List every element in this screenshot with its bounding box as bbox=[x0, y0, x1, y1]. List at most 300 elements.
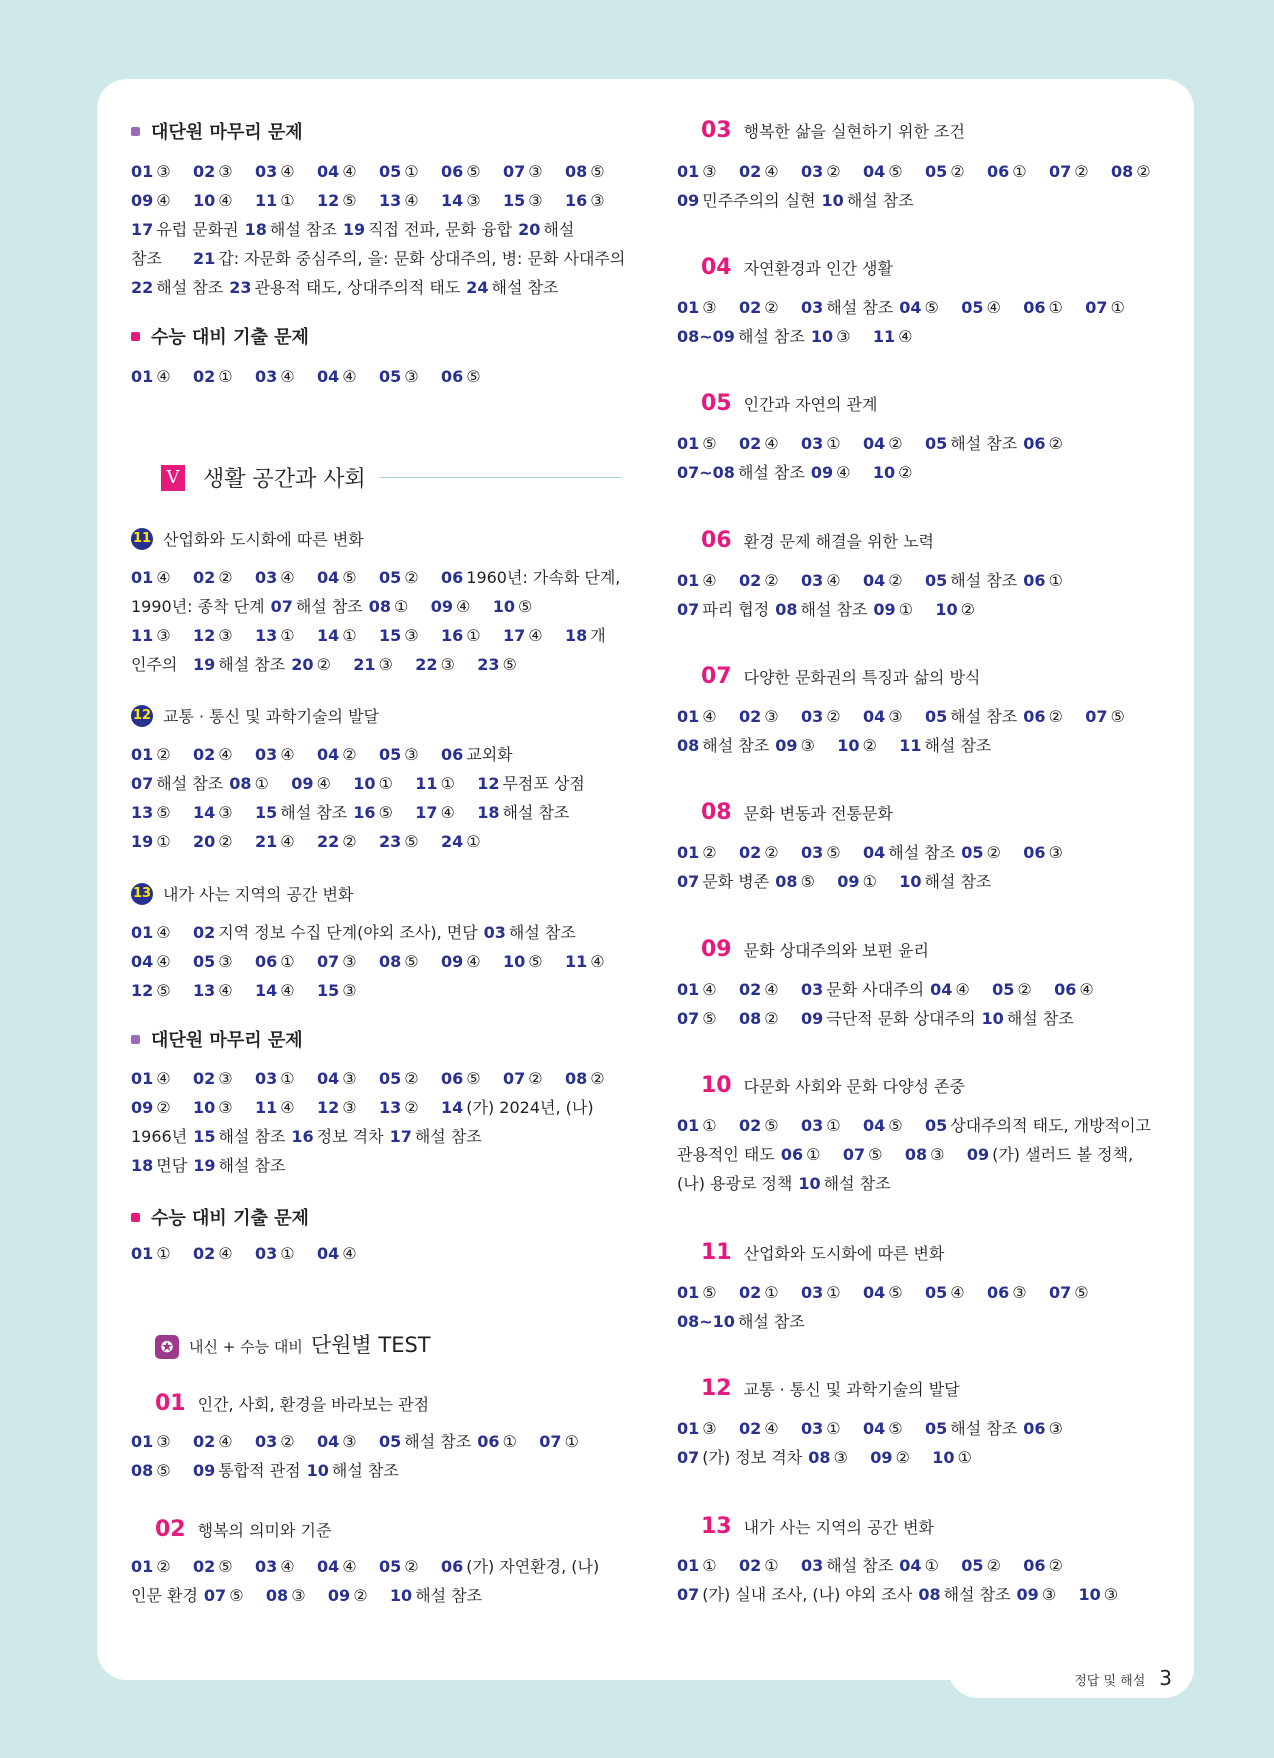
answer-item bbox=[291, 1122, 383, 1151]
question-number: 01 bbox=[677, 1419, 700, 1438]
answer-text: ④ bbox=[986, 298, 1001, 317]
answer-item bbox=[255, 1552, 311, 1581]
question-number: 05 bbox=[925, 1116, 948, 1135]
answer-text: ③ bbox=[590, 191, 605, 210]
question-number: 09 bbox=[131, 191, 154, 210]
question-number: 03 bbox=[255, 1069, 278, 1088]
answer-text: ③ bbox=[764, 707, 779, 726]
answer-text: ③ bbox=[528, 162, 543, 181]
answer-text: 직접 전파, 문화 융합 bbox=[368, 220, 513, 239]
answer-item bbox=[131, 362, 187, 391]
question-number: 08 bbox=[131, 1461, 154, 1480]
answer-item bbox=[739, 975, 795, 1004]
answer-item bbox=[739, 702, 795, 731]
question-number: 06 bbox=[477, 1432, 500, 1451]
answer-line bbox=[677, 838, 1085, 867]
question-number: 11 bbox=[565, 952, 588, 971]
answer-item bbox=[131, 1151, 187, 1180]
answer-text: ② bbox=[1017, 980, 1032, 999]
answer-text: ③ bbox=[888, 707, 903, 726]
test-section-heading: 08 문화 변동과 전통문화 bbox=[701, 800, 893, 825]
chapter-heading: 13 내가 사는 지역의 공간 변화 bbox=[131, 882, 353, 905]
question-number: 04 bbox=[131, 952, 154, 971]
answer-text: ④ bbox=[280, 745, 295, 764]
answer-text: ① bbox=[156, 1244, 171, 1263]
question-number: 04 bbox=[899, 298, 922, 317]
answer-text: ② bbox=[895, 1448, 910, 1467]
answer-text: 정보 격차 bbox=[316, 1127, 384, 1146]
question-number: 04 bbox=[863, 162, 886, 181]
answer-text: ④ bbox=[404, 191, 419, 210]
answer-item bbox=[441, 621, 497, 650]
question-number: 08~09 bbox=[677, 327, 735, 346]
answer-item bbox=[193, 918, 478, 947]
answer-text: ③ bbox=[404, 626, 419, 645]
question-number: 02 bbox=[193, 1244, 216, 1263]
answer-item bbox=[441, 740, 513, 769]
question-number: 08 bbox=[229, 774, 252, 793]
question-number: 23 bbox=[379, 832, 402, 851]
question-number: 13 bbox=[379, 191, 402, 210]
answer-item bbox=[193, 947, 249, 976]
answer-text: ② bbox=[950, 162, 965, 181]
answer-item bbox=[677, 975, 733, 1004]
answer-block bbox=[677, 293, 1147, 351]
answer-text: ① bbox=[440, 774, 455, 793]
answer-item bbox=[863, 702, 919, 731]
answer-text: ① bbox=[564, 1432, 579, 1451]
answer-text: ② bbox=[1048, 707, 1063, 726]
answer-item bbox=[415, 769, 471, 798]
answer-item bbox=[801, 975, 924, 1004]
answer-item bbox=[353, 650, 409, 679]
question-number: 04 bbox=[863, 1116, 886, 1135]
question-number: 07 bbox=[317, 952, 340, 971]
test-section-heading: 13 내가 사는 지역의 공간 변화 bbox=[701, 1514, 934, 1539]
answer-text: ④ bbox=[466, 952, 481, 971]
answer-text: ④ bbox=[456, 597, 471, 616]
question-number: 17 bbox=[389, 1127, 412, 1146]
answer-item bbox=[992, 975, 1048, 1004]
answer-text: 해설 참조 bbox=[295, 597, 363, 616]
answer-item bbox=[739, 293, 795, 322]
answer-text: ② bbox=[218, 832, 233, 851]
answer-item bbox=[379, 186, 435, 215]
answer-text: ③ bbox=[528, 191, 543, 210]
answer-text: 해설 참조 bbox=[737, 1312, 805, 1331]
answer-item bbox=[739, 1111, 795, 1140]
answer-item bbox=[677, 1140, 775, 1169]
question-number: 19 bbox=[342, 220, 366, 239]
answer-text: 해설 참조 bbox=[924, 872, 992, 891]
answer-item bbox=[317, 563, 373, 592]
question-number: 01 bbox=[677, 571, 700, 590]
question-number: 08 bbox=[775, 872, 798, 891]
answer-line bbox=[677, 1580, 1141, 1609]
question-number: 08 bbox=[808, 1448, 831, 1467]
answer-text: ② bbox=[960, 600, 975, 619]
answer-text: ④ bbox=[702, 707, 717, 726]
answer-text: 해설 참조 bbox=[404, 1432, 472, 1451]
answer-item bbox=[677, 1443, 802, 1472]
question-number: 06 bbox=[987, 1283, 1010, 1302]
answer-item bbox=[935, 595, 991, 624]
answer-text: 해설 참조 bbox=[702, 736, 770, 755]
question-number: 03 bbox=[255, 568, 278, 587]
answer-text: ② bbox=[528, 1069, 543, 1088]
question-number: 03 bbox=[255, 162, 278, 181]
answer-item bbox=[379, 827, 435, 856]
chapter-heading: 11 산업화와 도시화에 따른 변화 bbox=[131, 527, 364, 550]
question-number: 03 bbox=[801, 1116, 824, 1135]
answer-text: ② bbox=[342, 832, 357, 851]
answer-item bbox=[477, 798, 569, 827]
answer-line bbox=[131, 1552, 605, 1581]
question-number: 19 bbox=[193, 1156, 216, 1175]
question-number: 12 bbox=[477, 774, 500, 793]
answer-item bbox=[873, 595, 929, 624]
answer-item bbox=[677, 458, 805, 487]
question-number: 02 bbox=[739, 1556, 762, 1575]
answer-line bbox=[677, 186, 1173, 215]
answer-item bbox=[843, 1140, 899, 1169]
answer-text: ② bbox=[826, 707, 841, 726]
answer-item bbox=[255, 157, 311, 186]
answer-item bbox=[863, 1414, 919, 1443]
answer-text: ③ bbox=[702, 162, 717, 181]
answer-text: ⑤ bbox=[924, 298, 939, 317]
answer-text: ① bbox=[826, 1419, 841, 1438]
answer-line bbox=[131, 621, 627, 650]
answer-item bbox=[291, 650, 347, 679]
answer-text: ① bbox=[702, 1116, 717, 1135]
answer-text: 지역 정보 수집 단계(야외 조사), 면담 bbox=[218, 923, 478, 942]
question-number: 04 bbox=[317, 568, 340, 587]
question-number: 07 bbox=[503, 1069, 526, 1088]
answer-item bbox=[317, 621, 373, 650]
question-number: 05 bbox=[925, 434, 948, 453]
answer-text: ① bbox=[806, 1145, 821, 1164]
answer-text: ⑤ bbox=[156, 1461, 171, 1480]
question-number: 09 bbox=[131, 1098, 154, 1117]
question-number: 04 bbox=[317, 367, 340, 386]
question-number: 05 bbox=[961, 1556, 984, 1575]
answer-item bbox=[863, 1278, 919, 1307]
question-number: 01 bbox=[131, 162, 154, 181]
answer-item bbox=[677, 1169, 792, 1198]
answer-text: 해설 참조 bbox=[846, 191, 914, 210]
footer-label: 정답 및 해설 bbox=[1074, 1674, 1146, 1689]
answer-line bbox=[677, 429, 1085, 458]
answer-text: ② bbox=[888, 571, 903, 590]
answer-text: 해설 참조 bbox=[943, 1585, 1011, 1604]
answer-item bbox=[1017, 1580, 1073, 1609]
answer-text: 해설 참조 bbox=[218, 1156, 286, 1175]
question-number: 08 bbox=[775, 600, 798, 619]
answer-item bbox=[677, 595, 769, 624]
answer-text: ④ bbox=[702, 571, 717, 590]
answer-line bbox=[131, 1093, 627, 1122]
answer-item bbox=[798, 1169, 890, 1198]
answer-item bbox=[131, 1064, 187, 1093]
answer-text: 해설 참조 bbox=[156, 774, 224, 793]
question-number: 06 bbox=[987, 162, 1010, 181]
answer-item bbox=[518, 215, 574, 244]
question-number: 10 bbox=[798, 1174, 821, 1193]
question-number: 14 bbox=[317, 626, 340, 645]
answer-item bbox=[353, 769, 409, 798]
answer-item bbox=[131, 1122, 187, 1151]
test-section-heading: 01 인간, 사회, 환경을 바라보는 관점 bbox=[155, 1391, 430, 1416]
answer-block bbox=[131, 918, 627, 1005]
chapter-number-badge: 11 bbox=[131, 528, 153, 550]
question-number: 15 bbox=[379, 626, 402, 645]
question-number: 17 bbox=[131, 220, 154, 239]
answer-item bbox=[1023, 429, 1079, 458]
question-number: 03 bbox=[801, 434, 824, 453]
question-number: 17 bbox=[415, 803, 438, 822]
answer-item bbox=[131, 1552, 187, 1581]
question-number: 21 bbox=[353, 655, 376, 674]
answer-item bbox=[441, 1552, 599, 1581]
answer-text: 해설 참조 bbox=[508, 923, 576, 942]
answer-text: ⑤ bbox=[342, 568, 357, 587]
answer-item bbox=[677, 1307, 805, 1336]
answer-item bbox=[967, 1140, 1133, 1169]
square-bullet-icon bbox=[131, 332, 140, 341]
answer-text: ③ bbox=[440, 655, 455, 674]
question-number: 10 bbox=[837, 736, 860, 755]
answer-item bbox=[677, 867, 769, 896]
answer-text: ③ bbox=[1103, 1585, 1119, 1604]
answer-item bbox=[677, 702, 733, 731]
question-number: 24 bbox=[466, 278, 489, 297]
answer-item bbox=[801, 429, 857, 458]
answer-item bbox=[131, 918, 187, 947]
answer-item bbox=[193, 1093, 249, 1122]
answer-item bbox=[131, 157, 187, 186]
answer-item bbox=[677, 293, 733, 322]
answer-text: 해설 참조 bbox=[950, 434, 1018, 453]
answer-text: 관용적 태도, 상대주의적 태도 bbox=[254, 278, 461, 297]
answer-item bbox=[131, 827, 187, 856]
answer-item bbox=[466, 273, 558, 302]
answer-text: 무점포 상점 bbox=[502, 774, 585, 793]
answer-text: ⑤ bbox=[702, 1283, 717, 1302]
answer-item bbox=[131, 1456, 187, 1485]
answer-item bbox=[204, 1581, 260, 1610]
question-number: 21 bbox=[255, 832, 278, 851]
answer-item bbox=[739, 838, 795, 867]
answer-block bbox=[677, 1111, 1157, 1198]
question-number: 01 bbox=[131, 1432, 154, 1451]
answer-item bbox=[539, 1427, 595, 1456]
answer-item bbox=[1085, 702, 1141, 731]
answer-text: ③ bbox=[218, 1069, 233, 1088]
question-number: 10 bbox=[935, 600, 958, 619]
answer-text: ④ bbox=[342, 162, 357, 181]
answer-item bbox=[441, 827, 497, 856]
question-number: 22 bbox=[317, 832, 340, 851]
answer-text: ① bbox=[466, 832, 481, 851]
answer-text: ④ bbox=[342, 1244, 357, 1263]
answer-line bbox=[677, 1307, 1111, 1336]
answer-item bbox=[503, 157, 559, 186]
answer-item bbox=[932, 1443, 988, 1472]
answer-item bbox=[193, 621, 249, 650]
answer-text: ② bbox=[590, 1069, 605, 1088]
question-number: 10 bbox=[193, 1098, 216, 1117]
answer-text: 해설 참조 bbox=[950, 1419, 1018, 1438]
answer-text: ⑤ bbox=[702, 434, 717, 453]
answer-item bbox=[677, 1580, 912, 1609]
answer-item bbox=[775, 595, 867, 624]
answer-text: ① bbox=[404, 162, 419, 181]
answer-item bbox=[925, 157, 981, 186]
answer-text: ② bbox=[156, 1557, 171, 1576]
question-number: 05 bbox=[379, 1069, 402, 1088]
answer-item bbox=[317, 740, 373, 769]
answer-item bbox=[255, 1239, 311, 1268]
answer-text: 해설 참조 bbox=[737, 463, 805, 482]
answer-text: ⑤ bbox=[404, 952, 419, 971]
answer-text: ② bbox=[342, 745, 357, 764]
question-number: 03 bbox=[801, 1419, 824, 1438]
answer-item bbox=[503, 186, 559, 215]
section-title: 대단원 마무리 문제 bbox=[131, 118, 303, 144]
question-number: 04 bbox=[317, 1069, 340, 1088]
answer-item bbox=[255, 1427, 311, 1456]
answer-item bbox=[441, 362, 497, 391]
answer-line bbox=[131, 1122, 627, 1151]
question-number: 07~08 bbox=[677, 463, 735, 482]
question-number: 05 bbox=[925, 162, 948, 181]
question-number: 07 bbox=[677, 600, 700, 619]
answer-text: 문화 사대주의 bbox=[826, 980, 925, 999]
question-number: 04 bbox=[317, 1244, 340, 1263]
question-number: 13 bbox=[379, 1098, 402, 1117]
question-number: 07 bbox=[539, 1432, 562, 1451]
answer-text: ⑤ bbox=[502, 655, 517, 674]
answer-item bbox=[379, 947, 435, 976]
answer-text: ③ bbox=[218, 162, 233, 181]
chapter-heading: 12 교통 · 통신 및 과학기술의 발달 bbox=[131, 704, 379, 727]
answer-text: 해설 bbox=[543, 220, 575, 239]
page-number: 3 bbox=[1159, 1666, 1172, 1690]
answer-text: 통합적 관점 bbox=[218, 1461, 301, 1480]
answer-text: ④ bbox=[218, 1244, 233, 1263]
answer-item bbox=[193, 976, 249, 1005]
answer-item bbox=[1023, 702, 1079, 731]
question-number: 02 bbox=[739, 980, 762, 999]
answer-block bbox=[677, 429, 1085, 487]
question-number: 04 bbox=[863, 1419, 886, 1438]
answer-text: ④ bbox=[280, 568, 295, 587]
answer-text: ⑤ bbox=[342, 191, 357, 210]
question-number: 05 bbox=[379, 568, 402, 587]
question-number: 01 bbox=[131, 745, 154, 764]
answer-text: ④ bbox=[280, 981, 295, 1000]
answer-text: ① bbox=[218, 367, 233, 386]
question-number: 10 bbox=[353, 774, 376, 793]
answer-item bbox=[477, 1427, 533, 1456]
answer-text: ④ bbox=[156, 952, 171, 971]
unit-heading bbox=[0, 462, 621, 493]
question-number: 19 bbox=[193, 655, 216, 674]
question-number: 05 bbox=[961, 843, 984, 862]
answer-text: ③ bbox=[342, 981, 357, 1000]
answer-item bbox=[837, 731, 893, 760]
answer-item bbox=[899, 731, 991, 760]
question-number: 08 bbox=[1111, 162, 1134, 181]
answer-block bbox=[131, 1239, 379, 1268]
answer-item bbox=[255, 827, 311, 856]
answer-text: ③ bbox=[342, 1069, 357, 1088]
answer-line bbox=[131, 1581, 605, 1610]
square-bullet-icon bbox=[131, 1213, 140, 1222]
answer-item bbox=[291, 769, 347, 798]
question-number: 03 bbox=[255, 745, 278, 764]
answer-line bbox=[131, 947, 627, 976]
answer-text: 해설 참조 bbox=[414, 1127, 482, 1146]
unit-number-badge: V bbox=[161, 465, 185, 491]
section-title: 수능 대비 기출 문제 bbox=[131, 1204, 309, 1230]
question-number: 05 bbox=[193, 952, 216, 971]
answer-text: (가) 정보 격차 bbox=[702, 1448, 803, 1467]
answer-text: ④ bbox=[702, 980, 717, 999]
answer-item bbox=[870, 1443, 926, 1472]
answer-line bbox=[677, 1443, 1085, 1472]
answer-item bbox=[131, 650, 187, 679]
question-number: 08 bbox=[565, 162, 588, 181]
answer-text: ④ bbox=[280, 367, 295, 386]
question-number: 06 bbox=[1023, 1556, 1046, 1575]
answer-item bbox=[801, 157, 857, 186]
answer-item bbox=[379, 157, 435, 186]
answer-item bbox=[925, 429, 1017, 458]
answer-text: ① bbox=[280, 952, 295, 971]
answer-text: ⑤ bbox=[888, 162, 903, 181]
answer-line bbox=[677, 1169, 1157, 1198]
answer-item bbox=[317, 1239, 373, 1268]
answer-text: 해설 참조 bbox=[280, 803, 348, 822]
answer-item bbox=[987, 1278, 1043, 1307]
question-number: 01 bbox=[131, 923, 154, 942]
answer-item bbox=[193, 1064, 249, 1093]
answer-item bbox=[255, 976, 311, 1005]
answer-item bbox=[379, 1093, 435, 1122]
answer-text: 해설 참조 bbox=[1006, 1009, 1074, 1028]
answer-item bbox=[229, 273, 460, 302]
answer-text: ② bbox=[764, 571, 779, 590]
answer-text: ④ bbox=[218, 191, 233, 210]
answer-text: ② bbox=[986, 843, 1001, 862]
answer-item bbox=[317, 186, 373, 215]
answer-text: ③ bbox=[1048, 1419, 1063, 1438]
answer-line bbox=[131, 592, 627, 621]
answer-item bbox=[863, 838, 955, 867]
answer-item bbox=[1023, 838, 1079, 867]
answer-text: 해설 참조 bbox=[269, 220, 337, 239]
question-number: 08 bbox=[379, 952, 402, 971]
question-number: 03 bbox=[255, 1557, 278, 1576]
answer-text: ② bbox=[764, 298, 779, 317]
answer-line bbox=[677, 1111, 1157, 1140]
answer-text: ① bbox=[764, 1556, 779, 1575]
question-number: 03 bbox=[801, 980, 824, 999]
answer-item bbox=[801, 1278, 857, 1307]
question-number: 06 bbox=[441, 745, 464, 764]
